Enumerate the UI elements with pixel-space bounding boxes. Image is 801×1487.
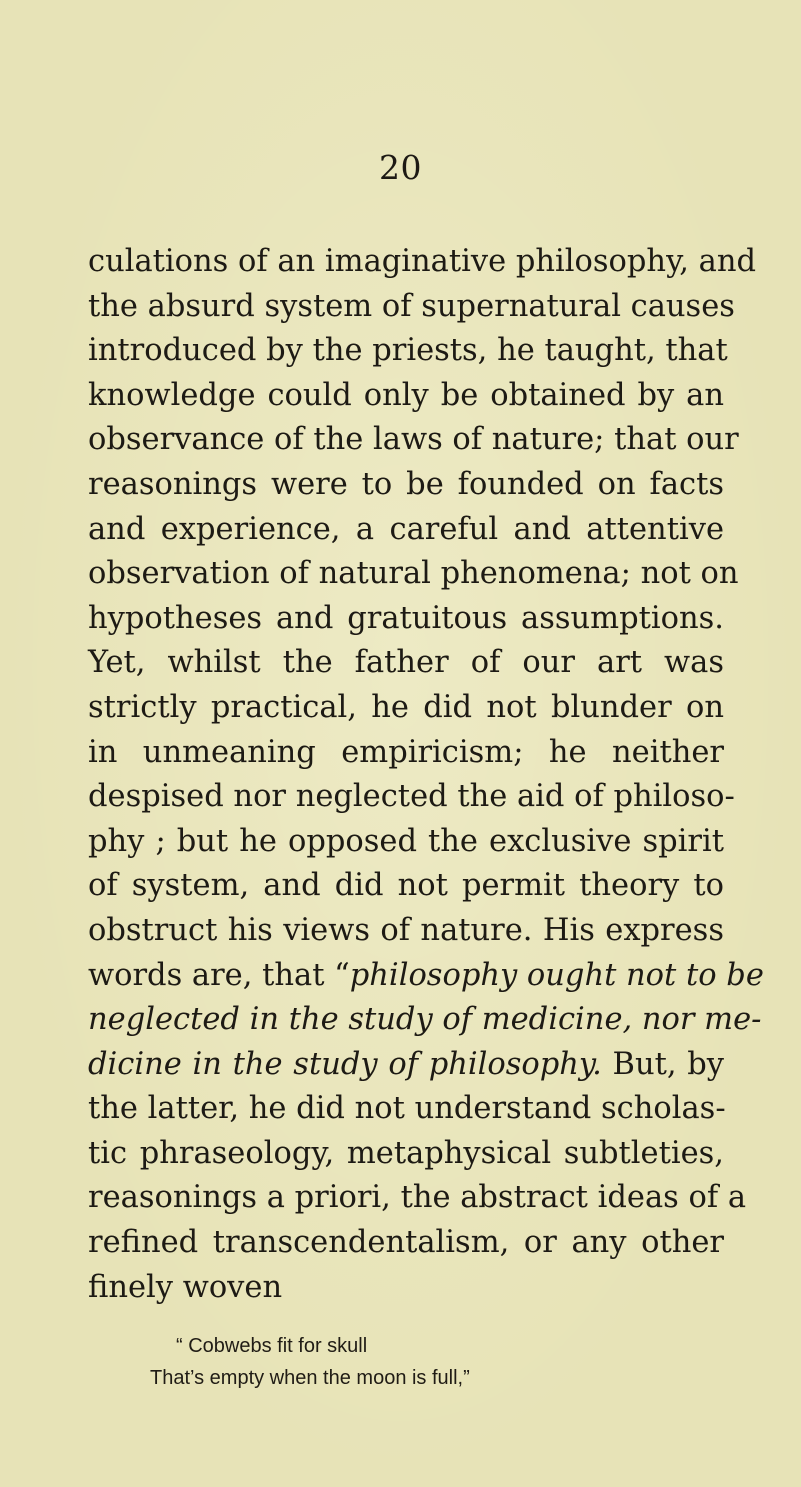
text-line: reasonings a priori, the abstract ideas of a bbox=[88, 1180, 747, 1216]
text-line: knowledge could only be obtained by an bbox=[88, 377, 724, 413]
text-line: obstruct his views of nature. His express bbox=[88, 912, 724, 948]
text-line-mixed bbox=[88, 954, 764, 999]
text-line: despised nor neglected the aid of philoso- bbox=[88, 779, 735, 815]
verse-line: “ Cobwebs fit for skull bbox=[176, 1335, 368, 1357]
text-line: strictly practical, he did not blunder on bbox=[88, 689, 724, 725]
text-line: reasonings were to be founded on facts bbox=[88, 466, 724, 502]
text-line: the absurd system of supernatural causes bbox=[88, 288, 735, 324]
text-line: and experience, a careful and attentive bbox=[88, 511, 724, 547]
body-text bbox=[88, 240, 764, 1310]
text-segment: But, by bbox=[601, 1046, 725, 1082]
text-line: finely woven bbox=[88, 1269, 283, 1305]
text-line: refined transcendentalism, or any other bbox=[88, 1225, 724, 1261]
text-line: introduced by the priests, he taught, that bbox=[88, 333, 728, 369]
text-line: observance of the laws of nature; that our bbox=[88, 422, 739, 458]
italic-quote-segment: dicine in the study of philosophy. bbox=[88, 1046, 602, 1082]
text-line: the latter, he did not understand scholas- bbox=[88, 1091, 726, 1127]
text-line: hypotheses and gratuitous assumptions. bbox=[88, 600, 724, 636]
verse-line: That’s empty when the moon is full,” bbox=[150, 1367, 470, 1389]
text-line: tic phraseology, metaphysical subtleties, bbox=[88, 1135, 724, 1171]
text-line: culations of an imaginative philosophy, and bbox=[88, 244, 756, 279]
page-number: 20 bbox=[379, 148, 422, 187]
text-line: Yet, whilst the father of our art was bbox=[88, 645, 724, 681]
text-line: in unmeaning empiricism; he neither bbox=[88, 734, 724, 770]
italic-quote-segment: neglected in the study of medicine, nor me- bbox=[88, 1002, 762, 1038]
text-line-mixed bbox=[88, 998, 762, 1043]
text-line: phy ; but he opposed the exclusive spirit bbox=[88, 823, 724, 859]
text-segment: words are, that “ bbox=[88, 957, 350, 993]
text-line: observation of natural phenomena; not on bbox=[88, 556, 739, 592]
verse-quotation bbox=[150, 1330, 670, 1394]
text-line: of system, and did not permit theory to bbox=[88, 868, 724, 904]
italic-quote-segment: philosophy ought not to be bbox=[349, 957, 764, 993]
text-line-mixed bbox=[88, 1043, 724, 1088]
